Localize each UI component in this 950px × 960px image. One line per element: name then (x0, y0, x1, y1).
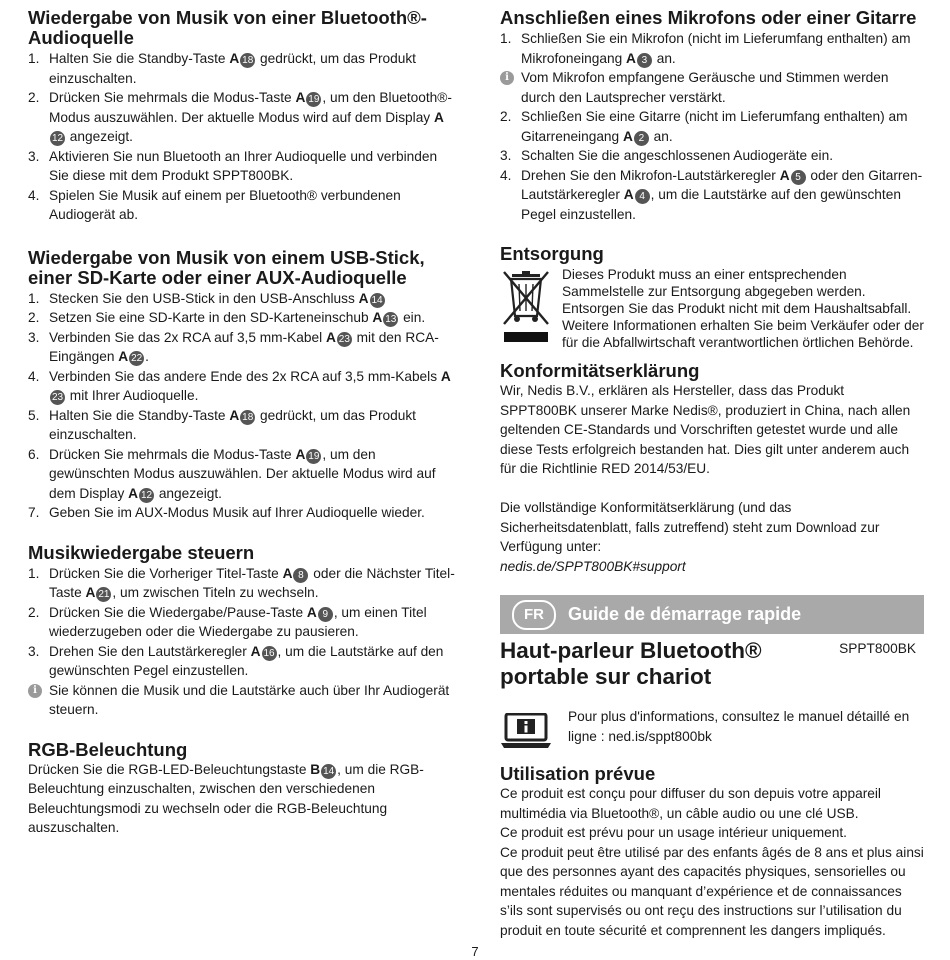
banner-title: Guide de démarrage rapide (568, 604, 802, 624)
section-disposal (500, 244, 924, 351)
section-title: RGB-Beleuchtung (28, 738, 188, 760)
disposal-text: Dieses Produkt muss an einer entsprechenden Sammelstelle zur Entsorgung abgegeben werden. Entsorgen Sie das Produkt nicht mit dem Haushaltsabfall. Weitere Informationen erhalten Sie beim Verkäufer oder der für die Abfallwirtschaft verantwortlichen örtlichen Behörde. (562, 267, 924, 350)
list-item: 6. Drücken Sie mehrmals die Modus-Taste A 19 , um den gewünschten Modus auszuwählen. Der aktuelle Modus wird auf dem Display A 12 angezeigt. (28, 446, 436, 501)
conformity-download-text: Die vollständige Konformitätserklärung (und das Sicherheitsdatenblatt, falls zutreffend) steht zum Download zur Verfügung unter: (500, 500, 880, 554)
list-item: 3. Schalten Sie die angeschlossenen Audiogeräte ein. (500, 148, 833, 163)
callout-badge: 18 (242, 55, 254, 66)
page-number: 7 (471, 944, 479, 959)
section-rgb-lighting (28, 740, 456, 838)
info-icon: i (28, 684, 42, 698)
info-icon: i (500, 71, 514, 85)
section-title: Konformitätserklärung (500, 360, 700, 381)
product-title-row (500, 638, 924, 690)
list-item: 1. Halten Sie die Standby-Taste A 18 gedrückt, um das Produkt einzuschalten. (28, 51, 416, 86)
info-note: i Sie können die Musik und die Lautstärke auch über Ihr Audiogerät steuern. (28, 681, 456, 720)
steps-list (28, 289, 456, 523)
list-item: 5. Halten Sie die Standby-Taste A 18 gedrückt, um das Produkt einzuschalten. (28, 407, 416, 442)
callout-badge: 16 (263, 647, 275, 659)
intended-use-text: Ce produit est conçu pour diffuser du son depuis votre appareil multimédia via Bluetooth®, un câble audio ou une clé USB. (500, 786, 881, 821)
list-item: 2. Drücken Sie mehrmals die Modus-Taste A 19 , um den Bluetooth®-Modus auszuwählen. Der aktuelle Modus wird auf dem Display A12 angezeigt. (28, 90, 452, 144)
list-item: 7. Geben Sie im AUX-Modus Musik auf Ihrer Audioquelle wieder. (28, 505, 425, 520)
callout-badge: 3 (637, 53, 652, 68)
info-note: i Vom Mikrofon empfangene Geräusche und Stimmen werden durch den Lautsprecher verstärkt. (500, 68, 924, 107)
steps-list (500, 29, 924, 224)
list-item: 3. Aktivieren Sie nun Bluetooth an Ihrer Audioquelle und verbinden Sie diese mit dem Produkt SPPT800BK. (28, 148, 438, 183)
section-title: Entsorgung (500, 243, 604, 264)
section-text: Drücken Sie die RGB-LED-Beleuchtungstaste B 14 , um die RGB-Beleuchtung einzuschalten, zwischen den verschiedenen Beleuchtungsmodi zu wechseln oder die RGB-Beleuchtung auszuschalten. (28, 761, 424, 835)
section-title: Wiedergabe von Musik von einem USB-Stick, einer SD-Karte oder einer AUX-Audioquelle (28, 246, 425, 288)
section-mic-guitar (500, 8, 924, 224)
right-column (500, 8, 924, 940)
callout-badge: 14 (371, 294, 383, 306)
intended-use-text: Ce produit peut être utilisé par des enfants âgés de 8 ans et plus ainsi que des personnes ayant des capacités physiques, sensorielles ou mentales réduites ou manquant d’expérience et de connaissances s’ils sont supervisés ou ont reçu des instructions sur l’utilisation du produit en toute sécurité et comprennent les dangers impliqués. (500, 844, 924, 938)
section-title: Anschließen eines Mikrofons oder einer Gitarre (500, 7, 917, 28)
section-conformity (500, 361, 924, 576)
support-link[interactable]: nedis.de/SPPT800BK#support (500, 558, 686, 574)
product-title: Haut-parleur Bluetooth® portable sur chariot (500, 638, 762, 689)
section-title: Musikwiedergabe steuern (28, 541, 255, 563)
callout-badge: 5 (791, 170, 806, 185)
callout-badge: 21 (98, 589, 110, 600)
language-banner (500, 595, 924, 634)
callout-badge: 12 (140, 489, 153, 501)
section-intended-use (500, 764, 924, 940)
list-item: 2. Schließen Sie eine Gitarre (nicht im Lieferumfang enthalten) am Gitarreneingang A 2 an. (500, 109, 908, 144)
list-item: 3. Drehen Sie den Lautstärkeregler A 16 , um die Lautstärke auf den gewünschten Pegel einzustellen. (28, 643, 444, 678)
list-item: 4. Verbinden Sie das andere Ende des 2x RCA auf 3,5 mm-Kabels A23 mit Ihrer Audioquelle. (28, 368, 451, 403)
callout-badge: 22 (131, 353, 143, 364)
callout-badge: 9 (318, 607, 333, 622)
callout-badge: 8 (293, 568, 308, 583)
section-bluetooth-playback (28, 8, 456, 225)
section-playback-control (28, 543, 456, 720)
section-title: Utilisation prévue (500, 763, 656, 784)
left-column (28, 8, 456, 838)
model-number: SPPT800BK (839, 641, 916, 656)
callout-badge: 19 (308, 94, 320, 105)
callout-badge: 19 (308, 450, 320, 462)
section-title: Wiedergabe von Musik von einer Bluetooth®-Audioquelle (28, 7, 427, 48)
callout-badge: 14 (323, 765, 335, 777)
language-code: FR (512, 600, 556, 630)
manual-text: Pour plus d'informations, consultez le manuel détaillé en ligne : ned.is/sppt800bk (568, 709, 910, 744)
intended-use-text: Ce produit est prévu pour un usage intérieur uniquement. (500, 825, 847, 840)
callout-badge: 23 (338, 333, 350, 345)
weee-bin-icon (500, 266, 556, 351)
callout-badge: 2 (634, 131, 649, 146)
callout-badge: 23 (51, 392, 64, 403)
list-item: 3. Verbinden Sie das 2x RCA auf 3,5 mm-Kabel A 23 mit den RCA-Eingängen A 22 . (28, 329, 439, 364)
conformity-text: Wir, Nedis B.V., erklären als Hersteller, dass das Produkt SPPT800BK unserer Marke Nedis®, produziert in China, nach allen geltenden CE-Standards und Vorschriften getestet wurde und alle diese Tests erfolgreich bestanden hat. Dies gilt unter anderem auch für die Richtlinie RED 2014/53/EU. (500, 383, 911, 476)
steps-list (28, 564, 456, 720)
list-item: 1. Drücken Sie die Vorheriger Titel-Taste A 8 oder die Nächster Titel-Taste A 21 , um zwischen Titeln zu wechseln. (28, 565, 455, 600)
list-item: 4. Drehen Sie den Mikrofon-Lautstärkeregler A 5 oder den Gitarren-Lautstärkeregler A 4 , um die Lautstärke auf den gewünschten Pegel einzustellen. (500, 167, 923, 222)
list-item: 2. Drücken Sie die Wiedergabe/Pause-Taste A 9 , um einen Titel wiederzugeben oder die Wiedergabe zu pausieren. (28, 604, 427, 639)
list-item: 4. Spielen Sie Musik auf einem per Bluetooth® verbundenen Audiogerät ab. (28, 187, 401, 222)
callout-badge: 18 (242, 411, 254, 423)
list-item: 1. Schließen Sie ein Mikrofon (nicht im Lieferumfang enthalten) am Mikrofoneingang A 3 an. (500, 31, 911, 66)
list-item: 2. Setzen Sie eine SD-Karte in den SD-Karteneinschub A 13 ein. (28, 310, 426, 325)
list-item: 1. Stecken Sie den USB-Stick in den USB-Anschluss A 14 (28, 290, 383, 306)
callout-badge: 13 (385, 314, 397, 325)
section-usb-sd-aux-playback (28, 248, 456, 523)
manual-info (500, 707, 924, 754)
steps-list (28, 49, 456, 225)
callout-badge: 4 (635, 189, 650, 204)
callout-badge: 12 (51, 133, 64, 144)
laptop-info-icon (500, 707, 556, 754)
